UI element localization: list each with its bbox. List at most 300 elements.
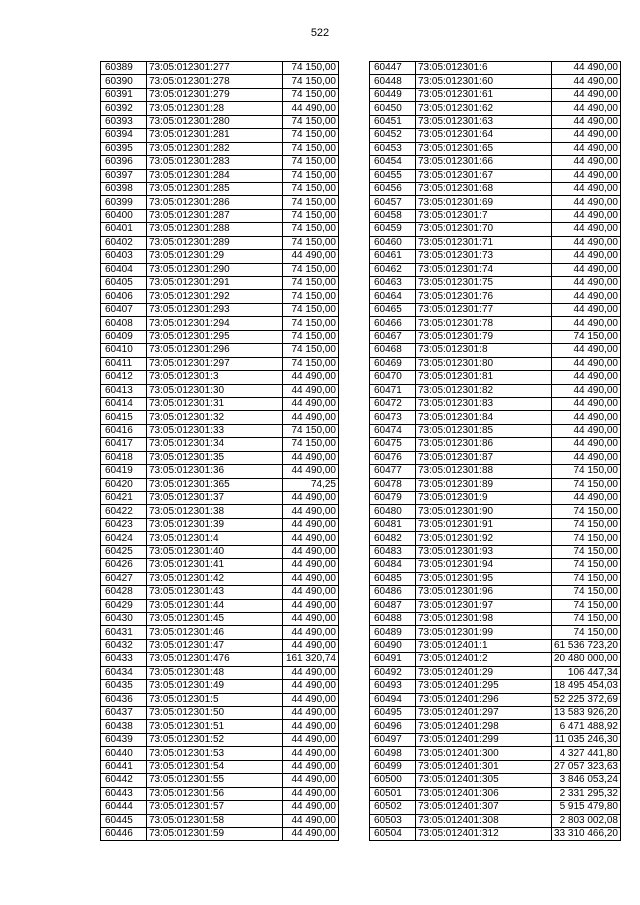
cadastral-value-cell: 74 150,00 (552, 572, 621, 585)
table-row (101, 209, 339, 222)
cadastral-value-cell: 74 150,00 (283, 236, 339, 249)
row-number-cell: 60471 (370, 384, 416, 397)
row-number-cell: 60457 (370, 196, 416, 209)
cadastral-number-cell: 73:05:012301:75 (416, 277, 552, 290)
row-number-cell: 60429 (101, 599, 147, 612)
table-row (101, 626, 339, 639)
row-number-cell: 60433 (101, 653, 147, 666)
row-number-cell: 60436 (101, 693, 147, 706)
cadastral-value-cell: 44 490,00 (283, 626, 339, 639)
cadastral-value-cell: 74 150,00 (283, 62, 339, 75)
cadastral-number-cell: 73:05:012301:91 (416, 518, 552, 531)
cadastral-number-cell: 73:05:012301:58 (147, 814, 283, 827)
cadastral-value-cell: 74 150,00 (283, 344, 339, 357)
cadastral-number-cell: 73:05:012301:50 (147, 707, 283, 720)
table-row (101, 142, 339, 155)
table-row (101, 733, 339, 746)
row-number-cell: 60448 (370, 75, 416, 88)
row-number-cell: 60427 (101, 572, 147, 585)
cadastral-value-cell: 44 490,00 (552, 156, 621, 169)
cadastral-value-cell: 44 490,00 (283, 747, 339, 760)
cadastral-value-cell: 44 490,00 (283, 707, 339, 720)
cadastral-number-cell: 73:05:012301:278 (147, 75, 283, 88)
cadastral-value-cell: 44 490,00 (552, 397, 621, 410)
row-number-cell: 60416 (101, 424, 147, 437)
row-number-cell: 60453 (370, 142, 416, 155)
cadastral-number-cell: 73:05:012301:66 (416, 156, 552, 169)
cadastral-value-cell: 74 150,00 (283, 129, 339, 142)
cadastral-number-cell: 73:05:012301:296 (147, 344, 283, 357)
table-row (101, 424, 339, 437)
table-row (370, 505, 621, 518)
row-number-cell: 60461 (370, 250, 416, 263)
cadastral-number-cell: 73:05:012301:288 (147, 223, 283, 236)
cadastral-number-cell: 73:05:012301:70 (416, 223, 552, 236)
cadastral-number-cell: 73:05:012401:297 (416, 707, 552, 720)
row-number-cell: 60419 (101, 465, 147, 478)
cadastral-value-cell: 44 490,00 (283, 250, 339, 263)
table-row (370, 290, 621, 303)
cadastral-number-cell: 73:05:012301:39 (147, 518, 283, 531)
row-number-cell: 60465 (370, 303, 416, 316)
row-number-cell: 60444 (101, 801, 147, 814)
cadastral-number-cell: 73:05:012301:37 (147, 492, 283, 505)
row-number-cell: 60469 (370, 357, 416, 370)
row-number-cell: 60405 (101, 277, 147, 290)
table-row (370, 75, 621, 88)
table-row (101, 680, 339, 693)
cadastral-number-cell: 73:05:012301:286 (147, 196, 283, 209)
row-number-cell: 60485 (370, 572, 416, 585)
cadastral-value-cell: 27 057 323,63 (552, 760, 621, 773)
table-row (101, 760, 339, 773)
cadastral-number-cell: 73:05:012301:42 (147, 572, 283, 585)
cadastral-value-cell: 33 310 466,20 (552, 827, 621, 840)
cadastral-number-cell: 73:05:012301:287 (147, 209, 283, 222)
table-row (370, 330, 621, 343)
cadastral-value-cell: 74 150,00 (283, 263, 339, 276)
cadastral-number-cell: 73:05:012401:312 (416, 827, 552, 840)
cadastral-number-cell: 73:05:012301:29 (147, 250, 283, 263)
table-row (101, 371, 339, 384)
cadastral-number-cell: 73:05:012301:365 (147, 478, 283, 491)
row-number-cell: 60438 (101, 720, 147, 733)
cadastral-number-cell: 73:05:012301:43 (147, 586, 283, 599)
cadastral-value-cell: 2 803 002,08 (552, 814, 621, 827)
cadastral-value-cell: 61 536 723,20 (552, 639, 621, 652)
table-row (101, 559, 339, 572)
cadastral-number-cell: 73:05:012301:80 (416, 357, 552, 370)
cadastral-number-cell: 73:05:012401:307 (416, 801, 552, 814)
row-number-cell: 60452 (370, 129, 416, 142)
cadastral-number-cell: 73:05:012301:34 (147, 438, 283, 451)
table-row (101, 156, 339, 169)
cadastral-number-cell: 73:05:012301:85 (416, 424, 552, 437)
cadastral-value-cell: 44 490,00 (552, 196, 621, 209)
row-number-cell: 60413 (101, 384, 147, 397)
row-number-cell: 60476 (370, 451, 416, 464)
row-number-cell: 60445 (101, 814, 147, 827)
row-number-cell: 60408 (101, 317, 147, 330)
cadastral-number-cell: 73:05:012301:32 (147, 411, 283, 424)
table-row (370, 115, 621, 128)
table-row (101, 518, 339, 531)
row-number-cell: 60415 (101, 411, 147, 424)
table-row (370, 236, 621, 249)
table-row (101, 317, 339, 330)
row-number-cell: 60406 (101, 290, 147, 303)
table-row (101, 478, 339, 491)
row-number-cell: 60449 (370, 88, 416, 101)
table-row (370, 814, 621, 827)
cadastral-number-cell: 73:05:012301:82 (416, 384, 552, 397)
cadastral-number-cell: 73:05:012301:284 (147, 169, 283, 182)
row-number-cell: 60489 (370, 626, 416, 639)
cadastral-value-cell: 44 490,00 (552, 209, 621, 222)
row-number-cell: 60463 (370, 277, 416, 290)
cadastral-number-cell: 73:05:012301:40 (147, 545, 283, 558)
cadastral-value-cell: 44 490,00 (552, 236, 621, 249)
table-row (370, 559, 621, 572)
cadastral-number-cell: 73:05:012301:33 (147, 424, 283, 437)
row-number-cell: 60441 (101, 760, 147, 773)
table-row (370, 196, 621, 209)
row-number-cell: 60414 (101, 397, 147, 410)
table-row (370, 62, 621, 75)
cadastral-value-cell: 74 150,00 (283, 223, 339, 236)
cadastral-number-cell: 73:05:012301:283 (147, 156, 283, 169)
cadastral-value-cell: 74 150,00 (552, 518, 621, 531)
row-number-cell: 60401 (101, 223, 147, 236)
cadastral-number-cell: 73:05:012301:28 (147, 102, 283, 115)
cadastral-value-cell: 44 490,00 (283, 451, 339, 464)
cadastral-number-cell: 73:05:012401:29 (416, 666, 552, 679)
cadastral-number-cell: 73:05:012301:79 (416, 330, 552, 343)
cadastral-value-cell: 44 490,00 (552, 129, 621, 142)
table-row (370, 747, 621, 760)
cadastral-value-cell: 44 490,00 (552, 115, 621, 128)
table-row (101, 263, 339, 276)
row-number-cell: 60435 (101, 680, 147, 693)
cadastral-number-cell: 73:05:012301:83 (416, 397, 552, 410)
cadastral-number-cell: 73:05:012401:305 (416, 774, 552, 787)
cadastral-number-cell: 73:05:012301:87 (416, 451, 552, 464)
table-row (370, 612, 621, 625)
cadastral-value-cell: 74 150,00 (552, 626, 621, 639)
row-number-cell: 60456 (370, 182, 416, 195)
cadastral-number-cell: 73:05:012301:293 (147, 303, 283, 316)
cadastral-number-cell: 73:05:012301:6 (416, 62, 552, 75)
cadastral-value-cell: 74,25 (283, 478, 339, 491)
table-row (101, 693, 339, 706)
row-number-cell: 60389 (101, 62, 147, 75)
cadastral-value-cell: 44 490,00 (552, 317, 621, 330)
row-number-cell: 60466 (370, 317, 416, 330)
cadastral-value-cell: 44 490,00 (283, 586, 339, 599)
cadastral-value-cell: 44 490,00 (283, 384, 339, 397)
table-row (101, 115, 339, 128)
row-number-cell: 60392 (101, 102, 147, 115)
cadastral-number-cell: 73:05:012401:306 (416, 787, 552, 800)
row-number-cell: 60428 (101, 586, 147, 599)
row-number-cell: 60390 (101, 75, 147, 88)
table-row (370, 680, 621, 693)
table-row (370, 492, 621, 505)
cadastral-value-cell: 44 490,00 (552, 62, 621, 75)
cadastral-value-cell: 5 915 479,80 (552, 801, 621, 814)
cadastral-number-cell: 73:05:012301:285 (147, 182, 283, 195)
table-row (101, 572, 339, 585)
row-number-cell: 60492 (370, 666, 416, 679)
cadastral-value-cell: 44 490,00 (283, 827, 339, 840)
table-row (370, 424, 621, 437)
table-row (101, 586, 339, 599)
cadastral-number-cell: 73:05:012301:88 (416, 465, 552, 478)
cadastral-number-cell: 73:05:012301:86 (416, 438, 552, 451)
cadastral-number-cell: 73:05:012301:5 (147, 693, 283, 706)
cadastral-value-cell: 74 150,00 (552, 505, 621, 518)
table-row (101, 411, 339, 424)
cadastral-number-cell: 73:05:012301:55 (147, 774, 283, 787)
table-row (370, 156, 621, 169)
row-number-cell: 60458 (370, 209, 416, 222)
cadastral-value-cell: 44 490,00 (283, 680, 339, 693)
cadastral-value-cell: 44 490,00 (552, 142, 621, 155)
table-row (101, 787, 339, 800)
table-row (101, 344, 339, 357)
cadastral-value-cell: 74 150,00 (283, 424, 339, 437)
cadastral-number-cell: 73:05:012301:280 (147, 115, 283, 128)
cadastral-value-cell: 74 150,00 (283, 75, 339, 88)
row-number-cell: 60394 (101, 129, 147, 142)
table-row (101, 169, 339, 182)
row-number-cell: 60462 (370, 263, 416, 276)
cadastral-number-cell: 73:05:012301:62 (416, 102, 552, 115)
cadastral-value-cell: 11 035 246,30 (552, 733, 621, 746)
row-number-cell: 60393 (101, 115, 147, 128)
row-number-cell: 60426 (101, 559, 147, 572)
cadastral-value-cell: 44 490,00 (283, 814, 339, 827)
table-row (370, 209, 621, 222)
row-number-cell: 60470 (370, 371, 416, 384)
row-number-cell: 60481 (370, 518, 416, 531)
cadastral-number-cell: 73:05:012301:98 (416, 612, 552, 625)
table-row (370, 693, 621, 706)
cadastral-value-cell: 74 150,00 (283, 88, 339, 101)
cadastral-number-cell: 73:05:012301:96 (416, 586, 552, 599)
table-row (370, 666, 621, 679)
cadastral-number-cell: 73:05:012301:76 (416, 290, 552, 303)
table-row (101, 384, 339, 397)
cadastral-number-cell: 73:05:012301:47 (147, 639, 283, 652)
cadastral-number-cell: 73:05:012301:95 (416, 572, 552, 585)
cadastral-value-cell: 74 150,00 (283, 317, 339, 330)
cadastral-value-cell: 74 150,00 (283, 438, 339, 451)
cadastral-number-cell: 73:05:012301:7 (416, 209, 552, 222)
cadastral-value-cell: 44 490,00 (283, 545, 339, 558)
cadastral-value-cell: 52 225 372,69 (552, 693, 621, 706)
cadastral-value-cell: 13 583 926,20 (552, 707, 621, 720)
table-row (101, 236, 339, 249)
cadastral-number-cell: 73:05:012301:81 (416, 371, 552, 384)
row-number-cell: 60410 (101, 344, 147, 357)
table-row (101, 505, 339, 518)
cadastral-number-cell: 73:05:012301:89 (416, 478, 552, 491)
row-number-cell: 60400 (101, 209, 147, 222)
cadastral-value-cell: 44 490,00 (552, 277, 621, 290)
table-row (101, 545, 339, 558)
table-row (101, 397, 339, 410)
row-number-cell: 60443 (101, 787, 147, 800)
table-row (370, 720, 621, 733)
cadastral-value-cell: 74 150,00 (552, 330, 621, 343)
cadastral-value-cell: 74 150,00 (283, 182, 339, 195)
row-number-cell: 60399 (101, 196, 147, 209)
cadastral-number-cell: 73:05:012301:99 (416, 626, 552, 639)
cadastral-value-cell: 44 490,00 (552, 384, 621, 397)
table-row (370, 384, 621, 397)
row-number-cell: 60442 (101, 774, 147, 787)
cadastral-value-cell: 44 490,00 (283, 639, 339, 652)
cadastral-value-cell: 44 490,00 (283, 801, 339, 814)
row-number-cell: 60493 (370, 680, 416, 693)
cadastral-number-cell: 73:05:012301:44 (147, 599, 283, 612)
row-number-cell: 60403 (101, 250, 147, 263)
cadastral-number-cell: 73:05:012301:282 (147, 142, 283, 155)
cadastral-value-cell: 74 150,00 (283, 115, 339, 128)
cadastral-number-cell: 73:05:012301:46 (147, 626, 283, 639)
cadastral-value-cell: 44 490,00 (283, 559, 339, 572)
table-row (370, 545, 621, 558)
table-row (370, 586, 621, 599)
cadastral-value-cell: 74 150,00 (283, 142, 339, 155)
cadastral-number-cell: 73:05:012401:296 (416, 693, 552, 706)
cadastral-number-cell: 73:05:012301:92 (416, 532, 552, 545)
cadastral-number-cell: 73:05:012301:90 (416, 505, 552, 518)
cadastral-number-cell: 73:05:012301:93 (416, 545, 552, 558)
table-row (370, 787, 621, 800)
table-row (101, 223, 339, 236)
cadastral-value-cell: 44 490,00 (283, 492, 339, 505)
row-number-cell: 60424 (101, 532, 147, 545)
table-row (101, 707, 339, 720)
row-number-cell: 60455 (370, 169, 416, 182)
row-number-cell: 60411 (101, 357, 147, 370)
table-row (370, 371, 621, 384)
row-number-cell: 60391 (101, 88, 147, 101)
right-register-table (369, 61, 621, 841)
row-number-cell: 60498 (370, 747, 416, 760)
cadastral-number-cell: 73:05:012301:31 (147, 397, 283, 410)
cadastral-number-cell: 73:05:012301:67 (416, 169, 552, 182)
cadastral-value-cell: 44 490,00 (283, 774, 339, 787)
cadastral-value-cell: 44 490,00 (283, 612, 339, 625)
cadastral-value-cell: 74 150,00 (283, 290, 339, 303)
table-row (370, 357, 621, 370)
table-row (370, 518, 621, 531)
row-number-cell: 60472 (370, 397, 416, 410)
row-number-cell: 60497 (370, 733, 416, 746)
row-number-cell: 60450 (370, 102, 416, 115)
table-row (370, 223, 621, 236)
table-row (370, 397, 621, 410)
cadastral-value-cell: 44 490,00 (552, 250, 621, 263)
table-row (370, 478, 621, 491)
row-number-cell: 60480 (370, 505, 416, 518)
cadastral-number-cell: 73:05:012301:30 (147, 384, 283, 397)
row-number-cell: 60494 (370, 693, 416, 706)
row-number-cell: 60404 (101, 263, 147, 276)
row-number-cell: 60437 (101, 707, 147, 720)
row-number-cell: 60501 (370, 787, 416, 800)
row-number-cell: 60495 (370, 707, 416, 720)
row-number-cell: 60486 (370, 586, 416, 599)
cadastral-value-cell: 44 490,00 (552, 182, 621, 195)
cadastral-number-cell: 73:05:012301:292 (147, 290, 283, 303)
cadastral-value-cell: 161 320,74 (283, 653, 339, 666)
cadastral-number-cell: 73:05:012301:71 (416, 236, 552, 249)
table-row (370, 277, 621, 290)
table-row (370, 707, 621, 720)
table-row (370, 102, 621, 115)
cadastral-number-cell: 73:05:012301:48 (147, 666, 283, 679)
cadastral-value-cell: 44 490,00 (283, 693, 339, 706)
row-number-cell: 60418 (101, 451, 147, 464)
row-number-cell: 60491 (370, 653, 416, 666)
cadastral-number-cell: 73:05:012301:295 (147, 330, 283, 343)
table-row (101, 599, 339, 612)
cadastral-number-cell: 73:05:012301:51 (147, 720, 283, 733)
table-row (101, 612, 339, 625)
cadastral-value-cell: 44 490,00 (283, 411, 339, 424)
row-number-cell: 60425 (101, 545, 147, 558)
cadastral-number-cell: 73:05:012401:308 (416, 814, 552, 827)
table-row (101, 277, 339, 290)
cadastral-number-cell: 73:05:012301:69 (416, 196, 552, 209)
cadastral-value-cell: 74 150,00 (283, 196, 339, 209)
cadastral-number-cell: 73:05:012301:277 (147, 62, 283, 75)
cadastral-number-cell: 73:05:012301:52 (147, 733, 283, 746)
cadastral-value-cell: 44 490,00 (552, 411, 621, 424)
table-row (101, 465, 339, 478)
table-row (101, 666, 339, 679)
cadastral-value-cell: 74 150,00 (552, 599, 621, 612)
row-number-cell: 60496 (370, 720, 416, 733)
cadastral-value-cell: 44 490,00 (552, 88, 621, 101)
cadastral-number-cell: 73:05:012401:299 (416, 733, 552, 746)
cadastral-number-cell: 73:05:012401:298 (416, 720, 552, 733)
cadastral-value-cell: 44 490,00 (552, 303, 621, 316)
cadastral-value-cell: 44 490,00 (283, 599, 339, 612)
cadastral-value-cell: 74 150,00 (283, 303, 339, 316)
cadastral-number-cell: 73:05:012301:291 (147, 277, 283, 290)
cadastral-number-cell: 73:05:012301:279 (147, 88, 283, 101)
table-row (101, 182, 339, 195)
cadastral-number-cell: 73:05:012301:59 (147, 827, 283, 840)
row-number-cell: 60488 (370, 612, 416, 625)
table-row (370, 317, 621, 330)
cadastral-number-cell: 73:05:012301:4 (147, 532, 283, 545)
row-number-cell: 60397 (101, 169, 147, 182)
row-number-cell: 60464 (370, 290, 416, 303)
cadastral-value-cell: 74 150,00 (283, 169, 339, 182)
cadastral-value-cell: 44 490,00 (283, 505, 339, 518)
row-number-cell: 60490 (370, 639, 416, 652)
table-row (101, 102, 339, 115)
cadastral-value-cell: 74 150,00 (552, 545, 621, 558)
row-number-cell: 60398 (101, 182, 147, 195)
row-number-cell: 60477 (370, 465, 416, 478)
